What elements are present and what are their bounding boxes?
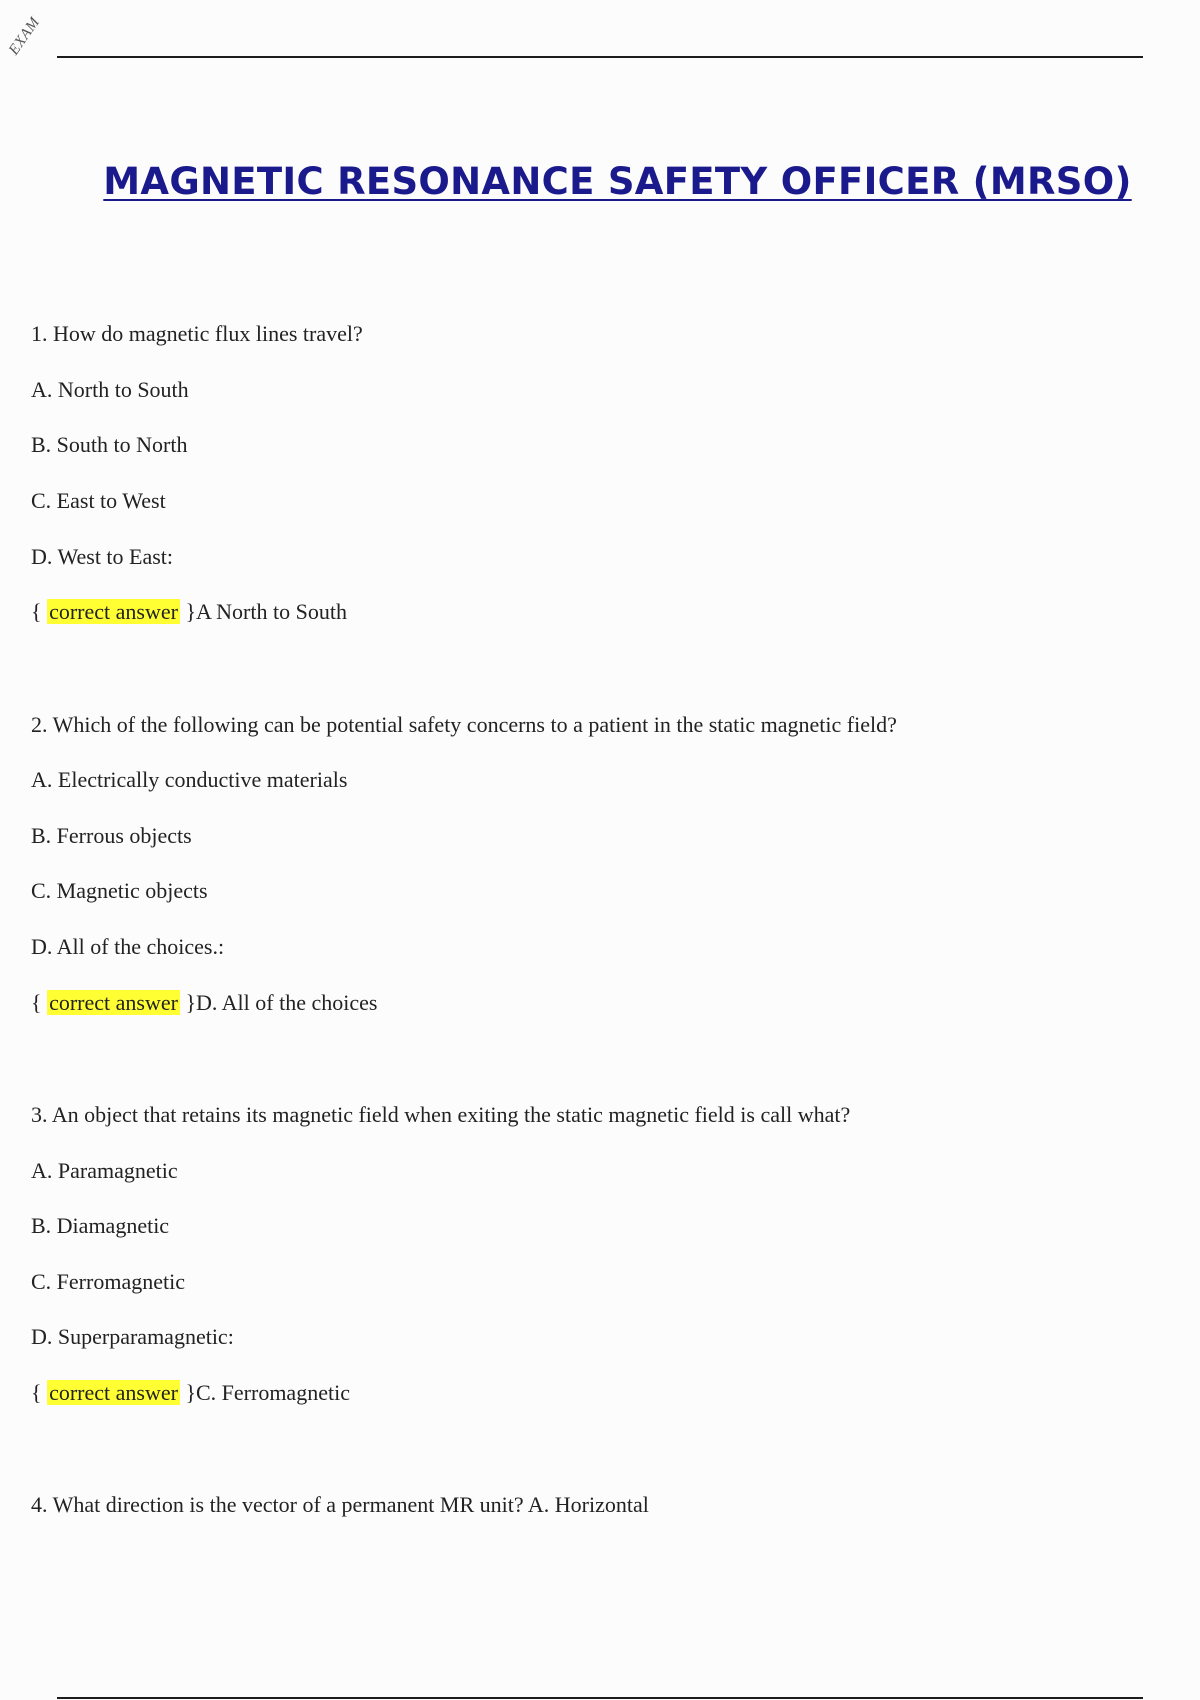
question-2-option-d: D. All of the choices.:	[31, 934, 225, 959]
watermark-text: EXAM	[5, 14, 44, 58]
question-2-option-b: B. Ferrous objects	[31, 823, 192, 848]
answer-prefix: {	[31, 990, 48, 1015]
question-1-prompt: 1. How do magnetic flux lines travel?	[31, 321, 363, 346]
question-1-option-b: B. South to North	[31, 432, 188, 457]
header-rule	[57, 56, 1143, 58]
document-title: MAGNETIC RESONANCE SAFETY OFFICER (MRSO)	[103, 160, 1132, 203]
answer-text: }C. Ferromagnetic	[179, 1380, 350, 1405]
question-3-answer	[31, 1380, 350, 1406]
question-1-answer	[31, 599, 347, 625]
correct-answer-highlight: correct answer	[49, 1380, 178, 1405]
question-3-option-b: B. Diamagnetic	[31, 1213, 170, 1238]
answer-prefix: {	[31, 599, 48, 624]
question-1-option-c: C. East to West	[31, 488, 166, 513]
question-2-option-a: A. Electrically conductive materials	[31, 767, 348, 792]
answer-text: }D. All of the choices	[179, 990, 378, 1015]
question-3-prompt: 3. An object that retains its magnetic field when exiting the static magnetic field is call what?	[31, 1102, 851, 1127]
question-3-option-c: C. Ferromagnetic	[31, 1269, 185, 1294]
question-1-option-a: A. North to South	[31, 377, 189, 402]
question-3-option-d: D. Superparamagnetic:	[31, 1324, 234, 1349]
question-2-option-c: C. Magnetic objects	[31, 878, 208, 903]
answer-text: }A North to South	[179, 599, 347, 624]
answer-prefix: {	[31, 1380, 48, 1405]
question-2-answer	[31, 990, 377, 1016]
question-2-prompt: 2. Which of the following can be potential safety concerns to a patient in the static magnetic field?	[31, 712, 897, 737]
question-3-option-a: A. Paramagnetic	[31, 1158, 178, 1183]
footer-rule	[57, 1697, 1143, 1699]
correct-answer-highlight: correct answer	[49, 990, 178, 1015]
correct-answer-highlight: correct answer	[49, 599, 178, 624]
question-1-option-d: D. West to East:	[31, 544, 174, 569]
question-4-prompt: 4. What direction is the vector of a permanent MR unit? A. Horizontal	[31, 1492, 649, 1517]
